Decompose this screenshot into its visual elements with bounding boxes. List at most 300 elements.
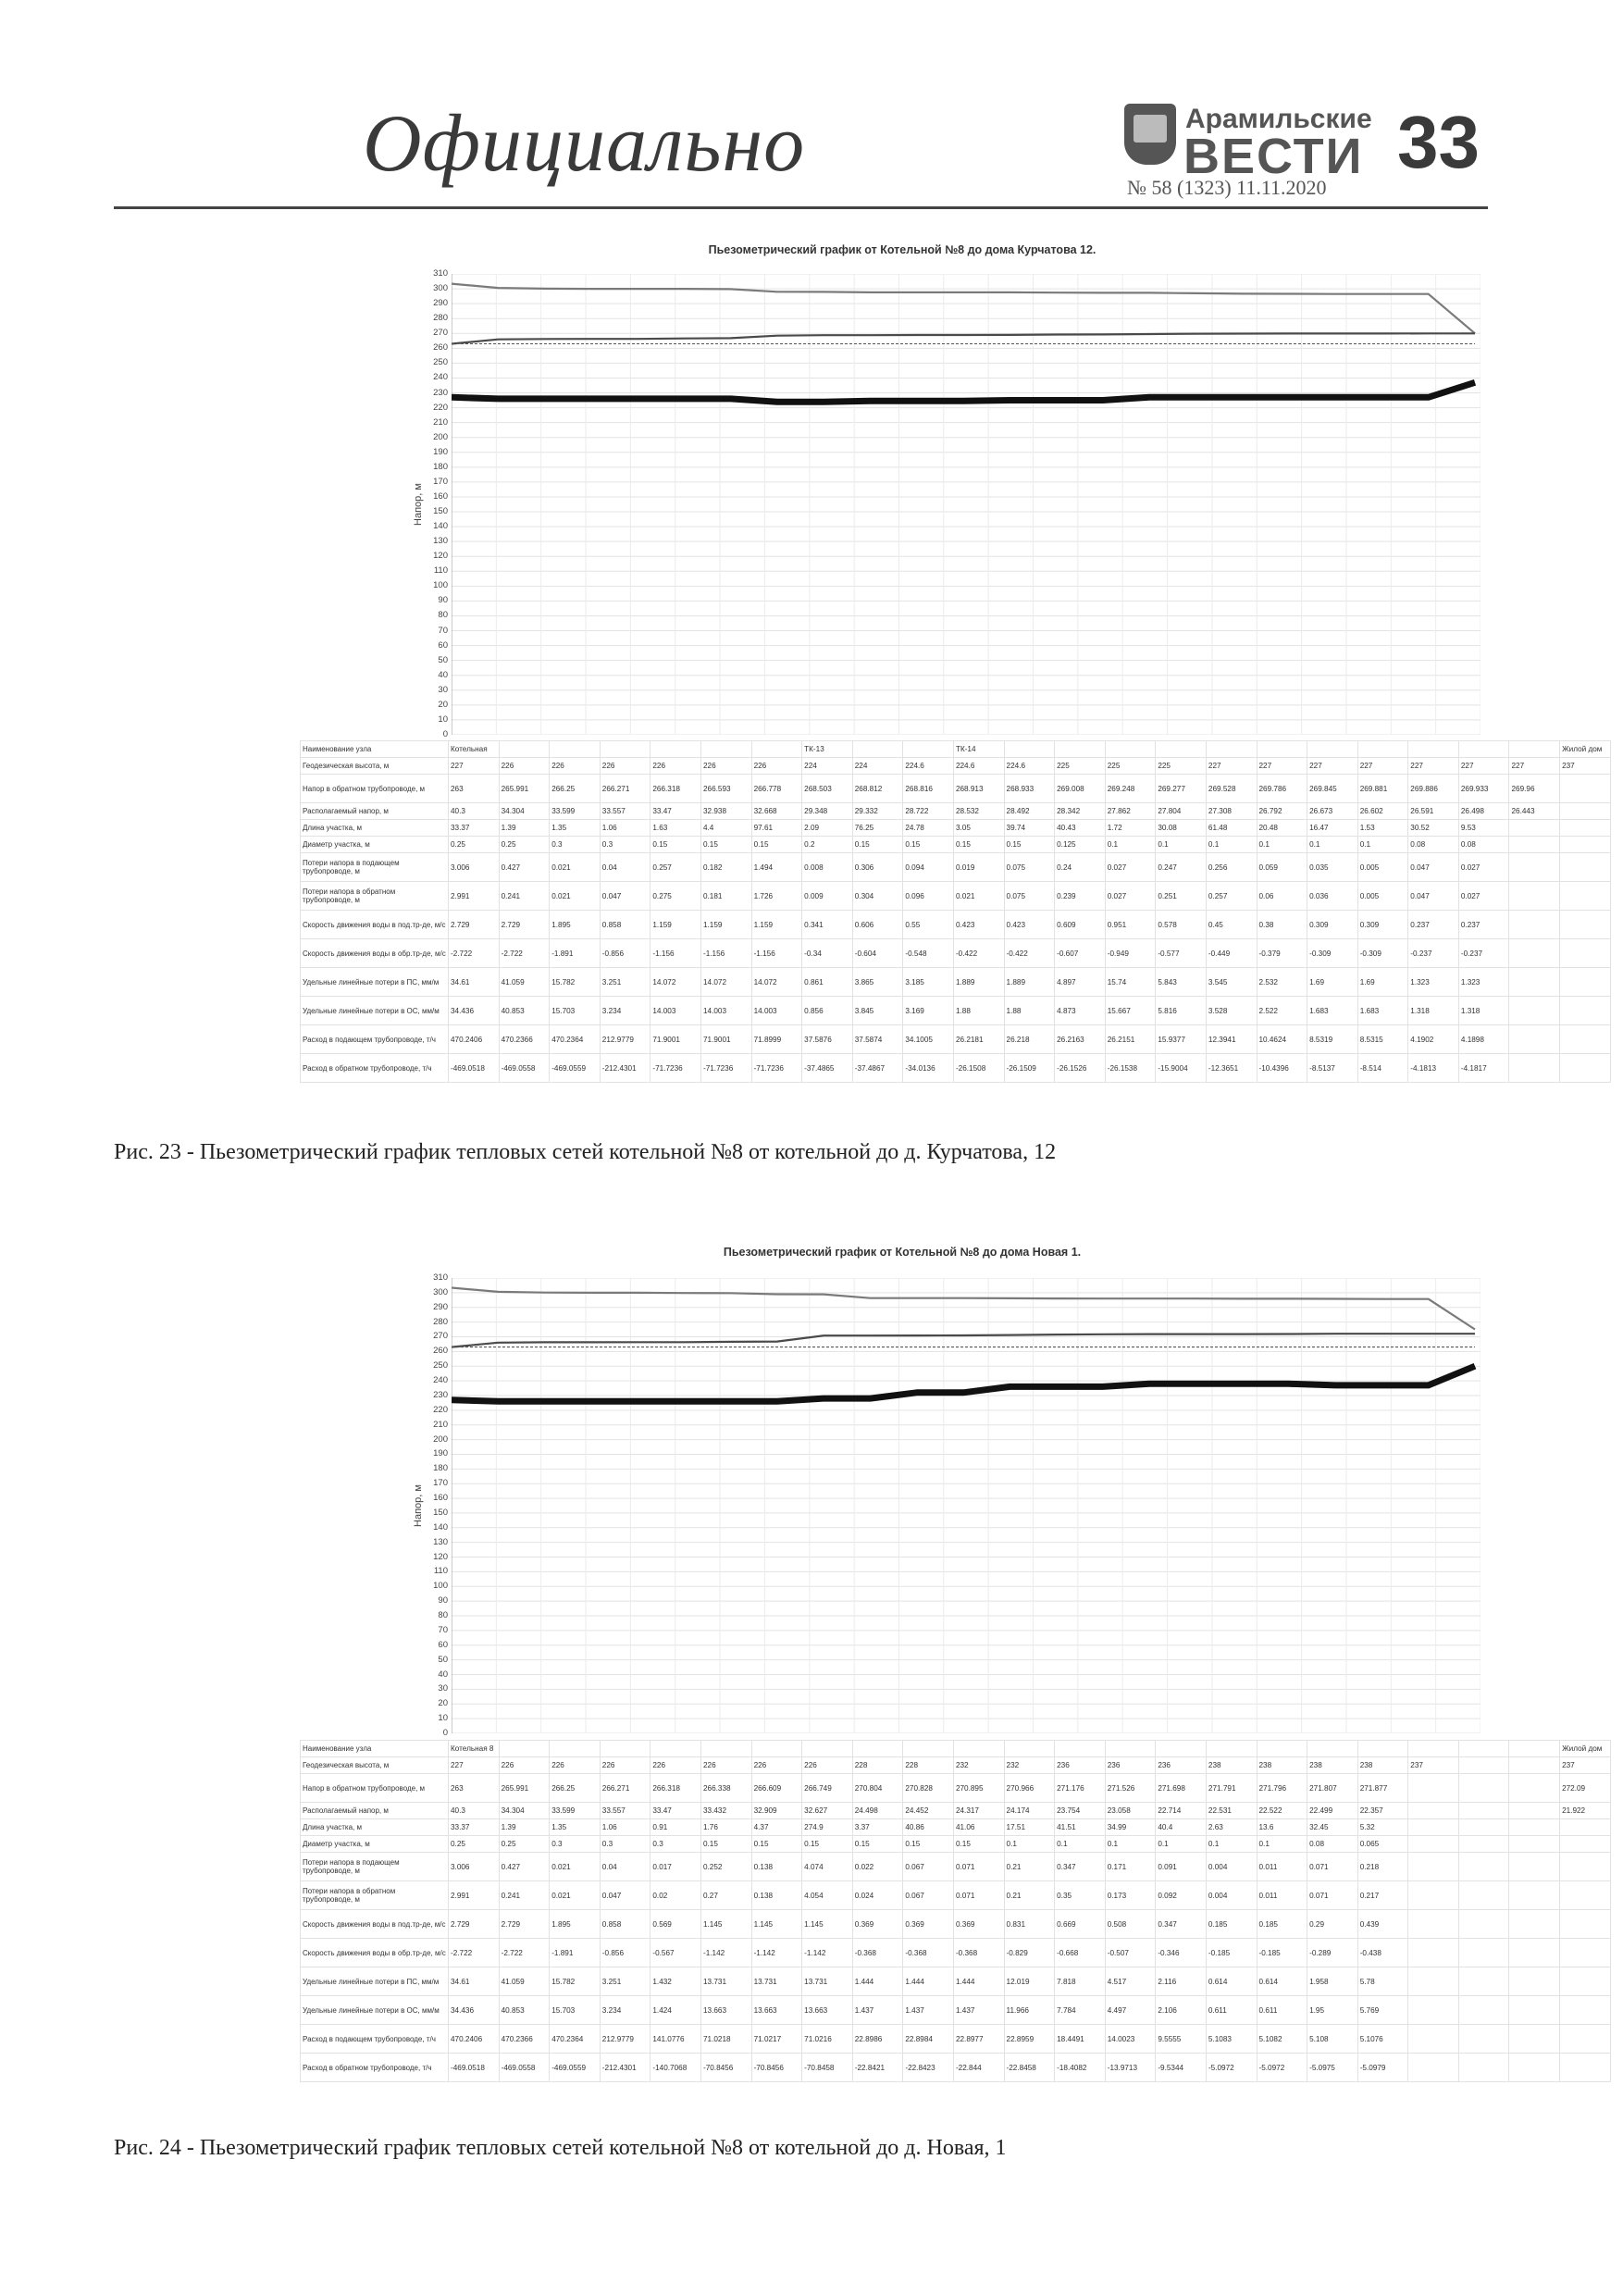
table-cell: 141.0776 bbox=[650, 2025, 701, 2054]
table-cell: 1.159 bbox=[700, 911, 751, 939]
table-cell: 271.526 bbox=[1105, 1774, 1156, 1803]
table-cell: 40.86 bbox=[903, 1819, 954, 1836]
y-tick-label: 50 bbox=[438, 654, 448, 665]
table-cell: 0.29 bbox=[1307, 1910, 1358, 1939]
row-label: Потери напора в обратном трубопроводе, м bbox=[301, 882, 449, 911]
table-cell: -1.156 bbox=[700, 939, 751, 968]
table-cell bbox=[1560, 1910, 1611, 1939]
table-cell: 0.309 bbox=[1357, 911, 1408, 939]
table-cell: 0.427 bbox=[499, 1853, 550, 1881]
table-cell: 5.1076 bbox=[1357, 2025, 1408, 2054]
table-cell: 0.15 bbox=[650, 837, 701, 853]
table-cell: 1.318 bbox=[1458, 997, 1509, 1025]
table-cell bbox=[852, 1741, 903, 1757]
table-cell: -0.949 bbox=[1105, 939, 1156, 968]
y-tick-label: 190 bbox=[433, 1448, 448, 1459]
table-cell bbox=[1307, 741, 1358, 758]
table-cell: -1.142 bbox=[802, 1939, 853, 1967]
table-row bbox=[301, 1803, 1611, 1819]
table-cell bbox=[1509, 1836, 1560, 1853]
table-cell: 18.4491 bbox=[1055, 2025, 1106, 2054]
table-cell: -1.156 bbox=[751, 939, 802, 968]
y-tick-label: 70 bbox=[438, 625, 448, 636]
table-cell: 34.304 bbox=[499, 1803, 550, 1819]
table-cell: 271.807 bbox=[1307, 1774, 1358, 1803]
table-cell: -0.567 bbox=[650, 1939, 701, 1967]
table-cell: 0.856 bbox=[802, 997, 853, 1025]
table-row bbox=[301, 775, 1611, 803]
table-cell bbox=[1458, 1910, 1509, 1939]
table-cell: 34.436 bbox=[449, 1996, 500, 2025]
table-cell: 24.317 bbox=[953, 1803, 1004, 1819]
row-label: Потери напора в подающем трубопроводе, м bbox=[301, 853, 449, 882]
table-cell: 0.065 bbox=[1357, 1836, 1408, 1853]
table-cell: 0.257 bbox=[1206, 882, 1257, 911]
table-cell bbox=[1509, 997, 1560, 1025]
table-row bbox=[301, 968, 1611, 997]
table-cell: 12.019 bbox=[1004, 1967, 1055, 1996]
table-cell: 76.25 bbox=[852, 820, 903, 837]
table-cell: 226 bbox=[751, 1757, 802, 1774]
table-cell: 0.047 bbox=[600, 882, 650, 911]
table-cell: 269.786 bbox=[1257, 775, 1307, 803]
table-cell: 0.241 bbox=[499, 1881, 550, 1910]
table-cell: 0.1 bbox=[1055, 1836, 1106, 1853]
table-cell: 0.005 bbox=[1357, 853, 1408, 882]
table-cell: 0.08 bbox=[1307, 1836, 1358, 1853]
table-cell: -0.548 bbox=[903, 939, 954, 968]
table-cell: 226 bbox=[499, 758, 550, 775]
table-cell: -469.0518 bbox=[449, 1054, 500, 1083]
table-cell bbox=[700, 741, 751, 758]
table-cell: 28.532 bbox=[953, 803, 1004, 820]
table-cell: 227 bbox=[1206, 758, 1257, 775]
table-cell: 4.1898 bbox=[1458, 1025, 1509, 1054]
y-tick-label: 130 bbox=[433, 536, 448, 547]
table-cell: -0.379 bbox=[1257, 939, 1307, 968]
table-cell: 0.569 bbox=[650, 1910, 701, 1939]
table-cell: 0.021 bbox=[550, 853, 601, 882]
table-cell: 0.251 bbox=[1156, 882, 1207, 911]
table-cell: 0.185 bbox=[1257, 1910, 1307, 1939]
table-cell: 12.3941 bbox=[1206, 1025, 1257, 1054]
table-cell: 33.47 bbox=[650, 803, 701, 820]
row-label: Напор в обратном трубопроводе, м bbox=[301, 775, 449, 803]
table-cell: 4.897 bbox=[1055, 968, 1106, 997]
table-cell: 0.08 bbox=[1458, 837, 1509, 853]
table-cell bbox=[1560, 2025, 1611, 2054]
table-cell: 266.338 bbox=[700, 1774, 751, 1803]
table-cell: 1.35 bbox=[550, 820, 601, 837]
table-cell: 0.304 bbox=[852, 882, 903, 911]
series-line-2 bbox=[452, 333, 1475, 343]
table-cell: 0.005 bbox=[1357, 882, 1408, 911]
table-cell: 1.726 bbox=[751, 882, 802, 911]
y-tick-label: 80 bbox=[438, 1610, 448, 1621]
table-cell bbox=[1458, 1881, 1509, 1910]
table-cell: 41.059 bbox=[499, 968, 550, 997]
table-cell bbox=[1156, 1741, 1207, 1757]
table-cell: 0.15 bbox=[1004, 837, 1055, 853]
table-cell: 71.9001 bbox=[650, 1025, 701, 1054]
table-cell: 0.91 bbox=[650, 1819, 701, 1836]
y-tick-label: 180 bbox=[433, 1463, 448, 1474]
y-tick-label: 0 bbox=[442, 729, 448, 739]
table-cell: -469.0558 bbox=[499, 1054, 550, 1083]
table-cell bbox=[1004, 741, 1055, 758]
table-cell: 1.72 bbox=[1105, 820, 1156, 837]
table-cell: 0.15 bbox=[903, 1836, 954, 1853]
row-label: Расход в подающем трубопроводе, т/ч bbox=[301, 1025, 449, 1054]
table-cell: 269.886 bbox=[1408, 775, 1459, 803]
y-tick-label: 280 bbox=[433, 313, 448, 324]
table-cell: 33.432 bbox=[700, 1803, 751, 1819]
table-cell: 2.106 bbox=[1156, 1996, 1207, 2025]
table-cell: -71.7236 bbox=[650, 1054, 701, 1083]
table-cell: 0.3 bbox=[600, 1836, 650, 1853]
table-cell: 1.88 bbox=[1004, 997, 1055, 1025]
table-cell: 15.703 bbox=[550, 997, 601, 1025]
table-row bbox=[301, 939, 1611, 968]
table-cell: 0.218 bbox=[1357, 1853, 1408, 1881]
table-cell: 266.271 bbox=[600, 1774, 650, 1803]
table-cell: 24.78 bbox=[903, 820, 954, 837]
table-cell: 0.611 bbox=[1206, 1996, 1257, 2025]
table-cell: 0.606 bbox=[852, 911, 903, 939]
table-cell: 0.1 bbox=[1307, 837, 1358, 853]
table-cell bbox=[802, 1741, 853, 1757]
table-cell: 0.173 bbox=[1105, 1881, 1156, 1910]
table-cell: 22.8984 bbox=[903, 2025, 954, 2054]
table-cell: 33.37 bbox=[449, 820, 500, 837]
table-cell bbox=[1458, 2025, 1509, 2054]
table-cell: 0.25 bbox=[499, 1836, 550, 1853]
table-cell: 40.853 bbox=[499, 1996, 550, 2025]
table-cell: 2.09 bbox=[802, 820, 853, 837]
table-cell: 1.889 bbox=[953, 968, 1004, 997]
table-cell: 0.25 bbox=[449, 837, 500, 853]
table-cell: 26.218 bbox=[1004, 1025, 1055, 1054]
table-cell: 0.094 bbox=[903, 853, 954, 882]
figure-1-caption: Рис. 23 - Пьезометрический график тепловых сетей котельной №8 от котельной до д. Курчатова, 12 bbox=[114, 1140, 1057, 1164]
table-cell: 23.058 bbox=[1105, 1803, 1156, 1819]
table-cell: 0.439 bbox=[1357, 1910, 1408, 1939]
table-cell: 1.39 bbox=[499, 1819, 550, 1836]
table-cell: 2.991 bbox=[449, 882, 500, 911]
row-label: Скорость движения воды в под.тр-де, м/с bbox=[301, 1910, 449, 1939]
table-cell: -71.7236 bbox=[700, 1054, 751, 1083]
table-cell: 40.853 bbox=[499, 997, 550, 1025]
table-cell: 0.071 bbox=[953, 1853, 1004, 1881]
table-cell bbox=[1560, 853, 1611, 882]
table-cell: 237 bbox=[1408, 1757, 1459, 1774]
table-cell: 0.252 bbox=[700, 1853, 751, 1881]
table-cell: 1.683 bbox=[1357, 997, 1408, 1025]
y-tick-label: 240 bbox=[433, 1375, 448, 1386]
table-row bbox=[301, 2054, 1611, 2082]
table-cell: 4.497 bbox=[1105, 1996, 1156, 2025]
table-cell: -2.722 bbox=[449, 1939, 500, 1967]
y-tick-label: 20 bbox=[438, 699, 448, 710]
y-tick-label: 250 bbox=[433, 357, 448, 368]
table-cell bbox=[1055, 1741, 1106, 1757]
table-cell: -70.8456 bbox=[700, 2054, 751, 2082]
table-cell: 13.663 bbox=[751, 1996, 802, 2025]
series-line-4 bbox=[452, 382, 1475, 402]
table-cell: 14.003 bbox=[751, 997, 802, 1025]
table-row bbox=[301, 820, 1611, 837]
table-cell: 0.171 bbox=[1105, 1853, 1156, 1881]
table-cell: 0.019 bbox=[953, 853, 1004, 882]
row-label: Расход в обратном трубопроводе, т/ч bbox=[301, 1054, 449, 1083]
table-cell: -0.422 bbox=[953, 939, 1004, 968]
table-cell bbox=[1408, 1819, 1459, 1836]
table-cell: 1.69 bbox=[1307, 968, 1358, 997]
table-cell: 3.528 bbox=[1206, 997, 1257, 1025]
table-cell: 1.145 bbox=[751, 1910, 802, 1939]
row-label: Скорость движения воды в под.тр-де, м/с bbox=[301, 911, 449, 939]
table-cell: 1.424 bbox=[650, 1996, 701, 2025]
table-cell: 238 bbox=[1257, 1757, 1307, 1774]
table-cell: 26.2181 bbox=[953, 1025, 1004, 1054]
table-cell: -4.1813 bbox=[1408, 1054, 1459, 1083]
table-cell bbox=[1509, 1910, 1560, 1939]
table-row bbox=[301, 1836, 1611, 1853]
table-cell: 0.125 bbox=[1055, 837, 1106, 853]
table-cell: 13.6 bbox=[1257, 1819, 1307, 1836]
table-cell: 4.873 bbox=[1055, 997, 1106, 1025]
table-cell: 26.591 bbox=[1408, 803, 1459, 820]
chart-svg bbox=[452, 1278, 1481, 1733]
table-cell: 237 bbox=[1560, 1757, 1611, 1774]
table-cell: -212.4301 bbox=[600, 1054, 650, 1083]
table-cell: 1.318 bbox=[1408, 997, 1459, 1025]
y-tick-label: 140 bbox=[433, 521, 448, 532]
table-cell: 9.5555 bbox=[1156, 2025, 1207, 2054]
table-cell: -0.185 bbox=[1206, 1939, 1257, 1967]
y-tick-label: 80 bbox=[438, 610, 448, 621]
table-cell bbox=[1560, 820, 1611, 837]
table-cell bbox=[1560, 1967, 1611, 1996]
table-cell: 0.309 bbox=[1307, 911, 1358, 939]
table-cell: 22.531 bbox=[1206, 1803, 1257, 1819]
table-cell: 0.951 bbox=[1105, 911, 1156, 939]
table-cell: 226 bbox=[700, 1757, 751, 1774]
table-cell: 3.251 bbox=[600, 968, 650, 997]
table-cell: 3.169 bbox=[903, 997, 954, 1025]
y-tick-label: 280 bbox=[433, 1316, 448, 1327]
table-cell: -1.142 bbox=[751, 1939, 802, 1967]
table-cell bbox=[1408, 1741, 1459, 1757]
table-cell: 266.318 bbox=[650, 775, 701, 803]
series-line-1 bbox=[452, 1288, 1475, 1330]
table-cell bbox=[1560, 2054, 1611, 2082]
table-cell: 0.508 bbox=[1105, 1910, 1156, 1939]
table-cell: 1.06 bbox=[600, 820, 650, 837]
table-cell: 1.39 bbox=[499, 820, 550, 837]
table-cell: 27.804 bbox=[1156, 803, 1207, 820]
table-row bbox=[301, 1757, 1611, 1774]
table-cell: 22.522 bbox=[1257, 1803, 1307, 1819]
table-cell: 0.369 bbox=[903, 1910, 954, 1939]
table-cell: -22.8458 bbox=[1004, 2054, 1055, 2082]
table-cell bbox=[1408, 1853, 1459, 1881]
table-cell: 226 bbox=[650, 1757, 701, 1774]
table-cell: 1.958 bbox=[1307, 1967, 1358, 1996]
table-cell bbox=[1509, 820, 1560, 837]
table-cell: -0.237 bbox=[1458, 939, 1509, 968]
table-cell: 226 bbox=[802, 1757, 853, 1774]
table-cell: 0.3 bbox=[600, 837, 650, 853]
table-cell: 1.323 bbox=[1458, 968, 1509, 997]
table-cell bbox=[1509, 1803, 1560, 1819]
table-cell bbox=[1408, 741, 1459, 758]
row-label: Потери напора в обратном трубопроводе, м bbox=[301, 1881, 449, 1910]
y-tick-label: 260 bbox=[433, 342, 448, 354]
table-cell: 0.021 bbox=[550, 1853, 601, 1881]
table-cell: 28.342 bbox=[1055, 803, 1106, 820]
table-cell: 265.991 bbox=[499, 775, 550, 803]
table-cell: -0.185 bbox=[1257, 1939, 1307, 1967]
table-cell: 271.176 bbox=[1055, 1774, 1106, 1803]
y-tick-label: 220 bbox=[433, 402, 448, 413]
table-cell: 14.003 bbox=[700, 997, 751, 1025]
table-cell: 0.241 bbox=[499, 882, 550, 911]
table-cell: 4.37 bbox=[751, 1819, 802, 1836]
table-cell: 224 bbox=[852, 758, 903, 775]
table-cell: 2.729 bbox=[449, 1910, 500, 1939]
table-cell: 0.075 bbox=[1004, 853, 1055, 882]
table-cell: 22.8977 bbox=[953, 2025, 1004, 2054]
table-cell: 33.557 bbox=[600, 1803, 650, 1819]
table-cell bbox=[600, 741, 650, 758]
table-cell: 0.423 bbox=[1004, 911, 1055, 939]
table-cell: 470.2364 bbox=[550, 2025, 601, 2054]
table-cell: 0.091 bbox=[1156, 1853, 1207, 1881]
table-cell: -1.156 bbox=[650, 939, 701, 968]
table-cell: 266.749 bbox=[802, 1774, 853, 1803]
row-label: Геодезическая высота, м bbox=[301, 758, 449, 775]
table-cell: 2.991 bbox=[449, 1881, 500, 1910]
table-cell bbox=[1509, 1774, 1560, 1803]
table-cell: -469.0558 bbox=[499, 2054, 550, 2082]
y-tick-label: 310 bbox=[433, 1272, 448, 1283]
table-cell: 0.669 bbox=[1055, 1910, 1106, 1939]
table-cell: 226 bbox=[751, 758, 802, 775]
table-cell: 1.95 bbox=[1307, 1996, 1358, 2025]
table-cell: 24.498 bbox=[852, 1803, 903, 1819]
table-cell: 34.61 bbox=[449, 1967, 500, 1996]
table-cell: 0.21 bbox=[1004, 1853, 1055, 1881]
table-cell: 0.027 bbox=[1458, 882, 1509, 911]
table-cell: 1.53 bbox=[1357, 820, 1408, 837]
table-cell bbox=[1560, 968, 1611, 997]
table-cell: 0.1 bbox=[1257, 837, 1307, 853]
table-cell: ТК-13 bbox=[802, 741, 853, 758]
table-cell: -70.8458 bbox=[802, 2054, 853, 2082]
table-cell bbox=[1408, 1836, 1459, 1853]
table-cell: -5.0972 bbox=[1257, 2054, 1307, 2082]
table-cell bbox=[1560, 997, 1611, 1025]
table-cell: 10.4624 bbox=[1257, 1025, 1307, 1054]
table-cell: -0.368 bbox=[953, 1939, 1004, 1967]
table-cell: 0.35 bbox=[1055, 1881, 1106, 1910]
table-cell: 11.966 bbox=[1004, 1996, 1055, 2025]
table-cell bbox=[1458, 1803, 1509, 1819]
table-cell: 15.9377 bbox=[1156, 1025, 1207, 1054]
table-cell: 22.499 bbox=[1307, 1803, 1358, 1819]
y-tick-label: 120 bbox=[433, 1551, 448, 1562]
table-cell: 212.9779 bbox=[600, 2025, 650, 2054]
y-tick-label: 110 bbox=[433, 565, 448, 577]
y-tick-label: 210 bbox=[433, 1419, 448, 1430]
logo-main-text: ВЕСТИ bbox=[1183, 129, 1364, 184]
table-row bbox=[301, 853, 1611, 882]
table-cell: 32.668 bbox=[751, 803, 802, 820]
table-cell: 2.729 bbox=[449, 911, 500, 939]
table-cell bbox=[1458, 1741, 1509, 1757]
table-cell: 29.332 bbox=[852, 803, 903, 820]
table-cell: 1.63 bbox=[650, 820, 701, 837]
table-cell: 7.784 bbox=[1055, 1996, 1106, 2025]
table-cell: 2.63 bbox=[1206, 1819, 1257, 1836]
table-cell: 0.021 bbox=[550, 1881, 601, 1910]
y-tick-label: 40 bbox=[438, 1669, 448, 1680]
table-cell: ТК-14 bbox=[953, 741, 1004, 758]
table-cell: 0.15 bbox=[751, 837, 802, 853]
row-label: Располагаемый напор, м bbox=[301, 803, 449, 820]
table-cell: 0.047 bbox=[1408, 882, 1459, 911]
table-cell: 32.938 bbox=[700, 803, 751, 820]
table-cell: 226 bbox=[550, 1757, 601, 1774]
table-cell: -0.577 bbox=[1156, 939, 1207, 968]
table-cell: 263 bbox=[449, 1774, 500, 1803]
table-cell bbox=[903, 1741, 954, 1757]
table-cell: 9.53 bbox=[1458, 820, 1509, 837]
table-cell bbox=[1408, 2025, 1459, 2054]
table-cell: 1.895 bbox=[550, 911, 601, 939]
table-cell: 13.663 bbox=[802, 1996, 853, 2025]
table-cell: 0.092 bbox=[1156, 1881, 1207, 1910]
table-cell: 0.047 bbox=[600, 1881, 650, 1910]
y-tick-label: 310 bbox=[433, 268, 448, 279]
table-cell: 0.027 bbox=[1458, 853, 1509, 882]
table-cell bbox=[1560, 1836, 1611, 1853]
table-cell: 0.021 bbox=[953, 882, 1004, 911]
table-row bbox=[301, 882, 1611, 911]
table-cell: 37.5876 bbox=[802, 1025, 853, 1054]
table-cell: Котельная bbox=[449, 741, 500, 758]
y-tick-label: 30 bbox=[438, 1683, 448, 1694]
y-tick-label: 190 bbox=[433, 446, 448, 457]
table-cell: 17.51 bbox=[1004, 1819, 1055, 1836]
table-cell: 271.796 bbox=[1257, 1774, 1307, 1803]
y-tick-label: 250 bbox=[433, 1360, 448, 1371]
table-cell bbox=[1509, 1939, 1560, 1967]
table-cell: 97.61 bbox=[751, 820, 802, 837]
table-cell: 41.51 bbox=[1055, 1819, 1106, 1836]
issue-info: № 58 (1323) 11.11.2020 bbox=[1127, 176, 1327, 199]
table-cell: 228 bbox=[903, 1757, 954, 1774]
table-cell: 265.991 bbox=[499, 1774, 550, 1803]
table-cell: 0.247 bbox=[1156, 853, 1207, 882]
table-cell: 226 bbox=[700, 758, 751, 775]
table-cell: 22.357 bbox=[1357, 1803, 1408, 1819]
table-cell: 232 bbox=[953, 1757, 1004, 1774]
table-cell: 34.61 bbox=[449, 968, 500, 997]
table-cell: 0.614 bbox=[1257, 1967, 1307, 1996]
table-cell: 13.731 bbox=[751, 1967, 802, 1996]
